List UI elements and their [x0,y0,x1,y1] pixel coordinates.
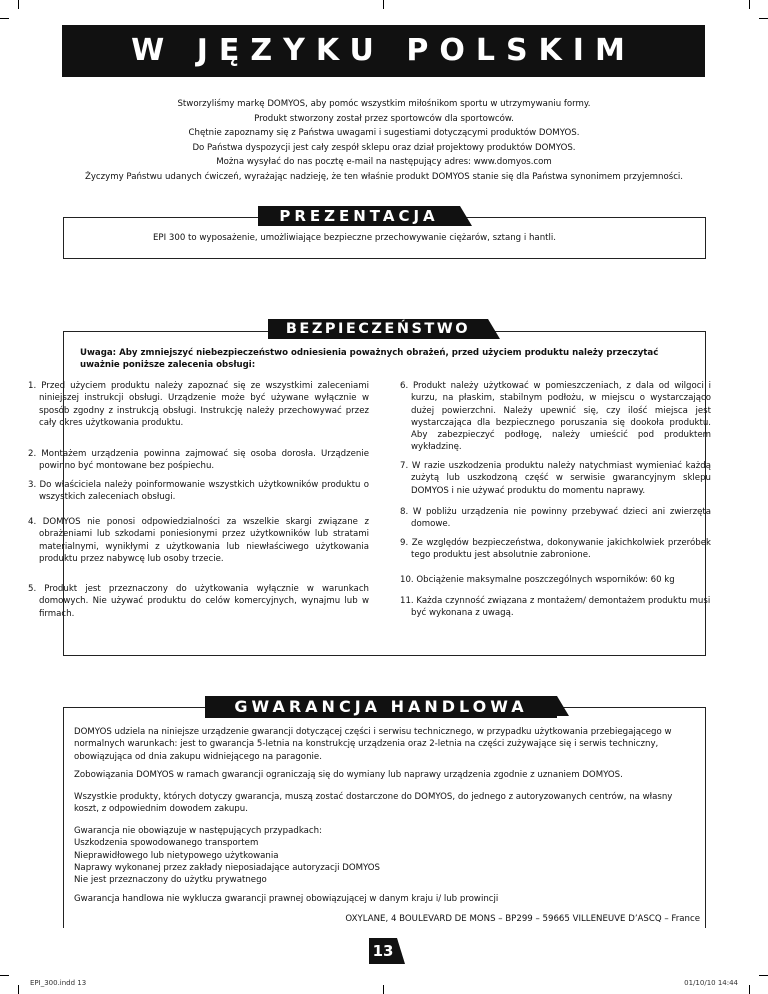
company-address: OXYLANE, 4 BOULEVARD DE MONS – BP299 – 59665 VILLENEUVE D’ASCQ – France [345,914,700,924]
safety-item: 6. Produkt należy użytkować w pomieszczeniach, z dala od wilgoci i kurzu, na płaskim, stabilnym podłożu, w miejscu o wystarczająco dużej powierzchni. Należy upewnić się, czy ilość miejsca jest wystarczająca dla bezpiecznego poruszania się dookoła produktu. Aby zabezpieczyć podłogę, należy umieścić pod produktem wykładzinę. [400,381,711,453]
warranty-paragraph: Wszystkie produkty, których dotyczy gwarancja, muszą zostać dostarczone do DOMYOS, do jednego z autoryzowanych centrów, na własny koszt, z odpowiednim dowodem zakupu. [74,792,673,815]
warranty-exclusions [74,825,700,886]
crop-mark [749,985,750,994]
crop-mark [749,0,750,9]
list-item: Uszkodzenia spowodowanego transportem [74,838,259,849]
list-item: Nie jest przeznaczony do użytku prywatnego [74,875,267,886]
crop-mark [18,985,19,994]
safety-item: 8. W pobliżu urządzenia nie powinny przebywać dzieci ani zwierzęta domowe. [400,507,711,530]
footer-file: EPI_300.indd 13 [30,979,87,987]
page-title: W JĘZYKU POLSKIM [62,25,705,77]
safety-item: 5. Produkt jest przeznaczony do użytkowania wyłącznie w warunkach domowych. Nie używać produktu do celów komercyjnych, wynajmu lub w firmach. [28,584,369,619]
crop-mark [18,0,19,9]
intro-text [40,97,728,184]
intro-line: Można wysyłać do nas pocztę e-mail na następujący adres: www.domyos.com [216,157,552,167]
safety-item: 1. Przed użyciem produktu należy zapoznać się ze wszystkimi zaleceniami niniejszej instrukcji obsługi. Urządzenie może być używane wyłącznie w sposób zgodny z instrukcją obsługi. Instrukcję należy przechowywać przez cały okres użytkowania produktu. [28,381,369,428]
warranty-paragraph: Zobowiązania DOMYOS w ramach gwarancji ograniczają się do wymiany lub naprawy urządzenia zgodnie z uznaniem DOMYOS. [74,770,623,780]
crop-mark [759,975,768,976]
crop-mark [383,985,384,994]
intro-line: Do Państwa dyspozycji jest cały zespół sklepu oraz dział projektowy produktów DOMYOS. [192,142,576,153]
prezentacja-title: PREZENTACJA [258,206,460,226]
safety-item: 10. Obciążenie maksymalne poszczególnych wsporników: 60 kg [400,575,675,585]
list-item: Nieprawidłowego lub nietypowego użytkowania [74,850,279,861]
safety-item: 4. DOMYOS nie ponosi odpowiedzialności za wszelkie skargi związane z obrażeniami lub szkodami poniesionymi przez użytkowników lub stratami materialnymi, wynikłymi z użytkowania lub niewłaściwego użytkowania produktu przez nabywcę lub osoby trzecie. [28,517,369,564]
list-item: Naprawy wykonanej przez zakłady nieposiadające autoryzacji DOMYOS [74,862,381,873]
crop-mark [383,0,384,9]
warranty-paragraph: DOMYOS udziela na niniejsze urządzenie gwarancji dotyczącej części i serwisu technicznego, w przypadku użytkowania przebiegającego w normalnych warunkach: jest to gwarancja 5-letnia na konstrukcję urządzenia oraz 2-letnia na części zużywające się i serwis techniczny, obowiązująca od dnia zakupu widniejącego na paragonie. [74,727,672,762]
bezpieczenstwo-title: BEZPIECZEŃSTWO [268,319,488,339]
intro-line: Chętnie zapoznamy się z Państwa uwagami i sugestiami dotyczącymi produktów DOMYOS. [188,128,580,138]
footer-date: 01/10/10 14:44 [684,979,738,987]
warranty-paragraph: Gwarancja handlowa nie wyklucza gwarancji prawnej obowiązującej w danym kraju i/ lub prowincji [74,894,499,904]
safety-item: 7. W razie uszkodzenia produktu należy natychmiast wymieniać każdą zużytą lub uszkodzoną część w serwisie gwarancyjnym sklepu DOMYOS i nie używać produktu do momentu naprawy. [400,461,711,496]
crop-mark [0,975,9,976]
safety-item: 11. Każda czynność związana z montażem/ demontażem produktu musi być wykonana z uwagą. [400,596,711,619]
prezentacja-text: EPI 300 to wyposażenie, umożliwiające bezpieczne przechowywanie ciężarów, sztang i hantli. [153,233,557,243]
intro-line: Stworzyliśmy markę DOMYOS, aby pomóc wszystkim miłośnikom sportu w utrzymywaniu formy. [177,99,591,109]
crop-mark [0,18,9,19]
intro-line: Życzymy Państwu udanych ćwiczeń, wyrażając nadzieję, że ten właśnie produkt DOMYOS stanie się dla Państwa synonimem przyjemności. [84,171,684,182]
list-item: Gwarancja nie obowiązuje w następujących przypadkach: [74,826,322,836]
crop-mark [759,18,768,19]
page-number: 13 [369,938,397,964]
gwarancja-title: GWARANCJA HANDLOWA [205,696,557,718]
safety-item: 2. Montażem urządzenia powinna zajmować się osoba dorosła. Urządzenie powinno być montowane bez pośpiechu. [28,449,369,472]
safety-warning: Uwaga: Aby zmniejszyć niebezpieczeństwo odniesienia poważnych obrażeń, przed użyciem produktu należy przeczytać uważnie poniższe zalecenia obsługi: [80,348,659,370]
intro-line: Produkt stworzony został przez sportowców dla sportowców. [254,113,514,124]
safety-item: 9. Ze względów bezpieczeństwa, dokonywanie jakichkolwiek przeróbek tego produktu jest absolutnie zabronione. [400,538,711,561]
safety-item: 3. Do właściciela należy poinformowanie wszystkich użytkowników produktu o wszystkich zaleceniach obsługi. [28,480,369,503]
